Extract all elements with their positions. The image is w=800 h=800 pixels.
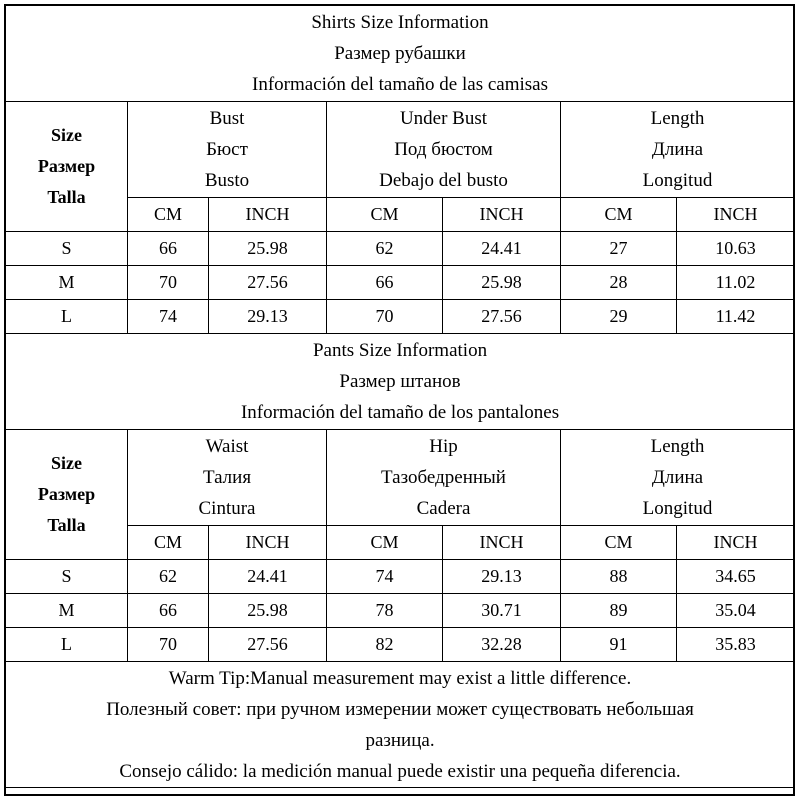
table-row <box>6 628 795 662</box>
table-row <box>6 266 795 300</box>
pants-title-en: Pants Size Information <box>312 340 488 361</box>
shirts-title-row <box>6 6 795 102</box>
size-chart-table <box>5 5 795 788</box>
value-cell: 78 <box>327 594 443 628</box>
size-cell: M <box>6 594 128 628</box>
pants-group-label-es: Cadera <box>416 498 471 519</box>
value-cell: 66 <box>327 266 443 300</box>
value-cell: 89 <box>561 594 677 628</box>
pants-size-header-en: Size <box>51 453 82 473</box>
shirts-group-label-es: Busto <box>204 170 250 191</box>
shirts-size-header <box>6 102 128 232</box>
value-cell: 25.98 <box>209 232 327 266</box>
shirts-group-header-row <box>6 102 795 198</box>
value-cell: 70 <box>327 300 443 334</box>
value-cell: 27.56 <box>209 628 327 662</box>
value-cell: 24.41 <box>443 232 561 266</box>
unit-cell: INCH <box>443 526 561 560</box>
pants-group-label-en: Length <box>650 436 705 457</box>
value-cell: 34.65 <box>677 560 795 594</box>
unit-cell: INCH <box>677 526 795 560</box>
value-cell: 11.02 <box>677 266 795 300</box>
pants-group-label-ru: Талия <box>202 467 252 488</box>
value-cell: 11.42 <box>677 300 795 334</box>
value-cell: 29 <box>561 300 677 334</box>
pants-group-label-ru: Длина <box>651 467 704 488</box>
value-cell: 35.83 <box>677 628 795 662</box>
table-row <box>6 560 795 594</box>
value-cell: 88 <box>561 560 677 594</box>
value-cell: 66 <box>128 232 209 266</box>
value-cell: 29.13 <box>443 560 561 594</box>
pants-group-waist <box>128 430 327 526</box>
shirts-size-header-en: Size <box>51 125 82 145</box>
value-cell: 62 <box>327 232 443 266</box>
value-cell: 70 <box>128 628 209 662</box>
value-cell: 30.71 <box>443 594 561 628</box>
pants-group-label-en: Hip <box>429 436 458 457</box>
tip-line-es: Consejo cálido: la medición manual puede existir una pequeña diferencia. <box>119 760 681 782</box>
unit-cell: CM <box>561 526 677 560</box>
size-cell: S <box>6 232 128 266</box>
shirts-title-en: Shirts Size Information <box>311 12 489 33</box>
tip-line-ru: Полезный совет: при ручном измерении может существовать небольшая <box>106 698 694 720</box>
pants-size-header-es: Talla <box>47 515 86 535</box>
value-cell: 27 <box>561 232 677 266</box>
table-row <box>6 594 795 628</box>
tip-line-en: Warm Tip:Manual measurement may exist a little difference. <box>168 667 632 689</box>
shirts-group-label-es: Debajo del busto <box>379 170 508 191</box>
value-cell: 10.63 <box>677 232 795 266</box>
size-cell: S <box>6 560 128 594</box>
value-cell: 27.56 <box>443 300 561 334</box>
pants-group-label-ru: Тазобедренный <box>381 467 506 488</box>
unit-cell: CM <box>128 526 209 560</box>
shirts-group-label-en: Bust <box>209 108 245 129</box>
shirts-group-bust <box>128 102 327 198</box>
value-cell: 74 <box>327 560 443 594</box>
unit-cell: INCH <box>209 526 327 560</box>
shirts-title-ru: Размер рубашки <box>334 43 466 64</box>
shirts-group-label-ru: Бюст <box>206 139 248 160</box>
pants-group-length <box>561 430 795 526</box>
unit-cell: INCH <box>677 198 795 232</box>
pants-title-ru: Размер штанов <box>339 371 461 392</box>
value-cell: 25.98 <box>443 266 561 300</box>
value-cell: 25.98 <box>209 594 327 628</box>
shirts-group-label-ru: Длина <box>651 139 704 160</box>
value-cell: 91 <box>561 628 677 662</box>
pants-size-header-ru: Размер <box>37 484 96 504</box>
shirts-title <box>6 6 795 102</box>
tip-line-ru-cont: разница. <box>365 729 435 751</box>
value-cell: 70 <box>128 266 209 300</box>
shirts-size-header-ru: Размер <box>37 156 96 176</box>
shirts-group-label-ru: Под бюстом <box>394 139 493 160</box>
value-cell: 28 <box>561 266 677 300</box>
size-cell: L <box>6 300 128 334</box>
pants-group-label-en: Waist <box>205 436 249 457</box>
unit-cell: CM <box>128 198 209 232</box>
shirts-group-length <box>561 102 795 198</box>
pants-group-label-es: Longitud <box>642 498 713 519</box>
value-cell: 66 <box>128 594 209 628</box>
table-row <box>6 232 795 266</box>
size-cell: L <box>6 628 128 662</box>
shirts-size-header-es: Talla <box>47 187 86 207</box>
size-cell: M <box>6 266 128 300</box>
unit-cell: INCH <box>443 198 561 232</box>
warm-tip <box>6 662 795 788</box>
pants-title-row <box>6 334 795 430</box>
table-row <box>6 300 795 334</box>
unit-cell: CM <box>327 198 443 232</box>
pants-group-label-es: Cintura <box>198 498 256 519</box>
value-cell: 27.56 <box>209 266 327 300</box>
value-cell: 29.13 <box>209 300 327 334</box>
pants-group-hip <box>327 430 561 526</box>
pants-group-header-row <box>6 430 795 526</box>
unit-cell: CM <box>561 198 677 232</box>
unit-cell: CM <box>327 526 443 560</box>
shirts-group-label-es: Longitud <box>642 170 713 191</box>
value-cell: 82 <box>327 628 443 662</box>
unit-cell: INCH <box>209 198 327 232</box>
shirts-group-under-bust <box>327 102 561 198</box>
value-cell: 74 <box>128 300 209 334</box>
value-cell: 62 <box>128 560 209 594</box>
shirts-title-es: Información del tamaño de las camisas <box>252 74 548 95</box>
tip-row <box>6 662 795 788</box>
value-cell: 32.28 <box>443 628 561 662</box>
shirts-group-label-en: Length <box>650 108 705 129</box>
pants-title-es: Información del tamaño de los pantalones <box>240 402 560 423</box>
value-cell: 24.41 <box>209 560 327 594</box>
pants-size-header <box>6 430 128 560</box>
pants-title <box>6 334 795 430</box>
value-cell: 35.04 <box>677 594 795 628</box>
shirts-group-label-en: Under Bust <box>399 108 488 129</box>
